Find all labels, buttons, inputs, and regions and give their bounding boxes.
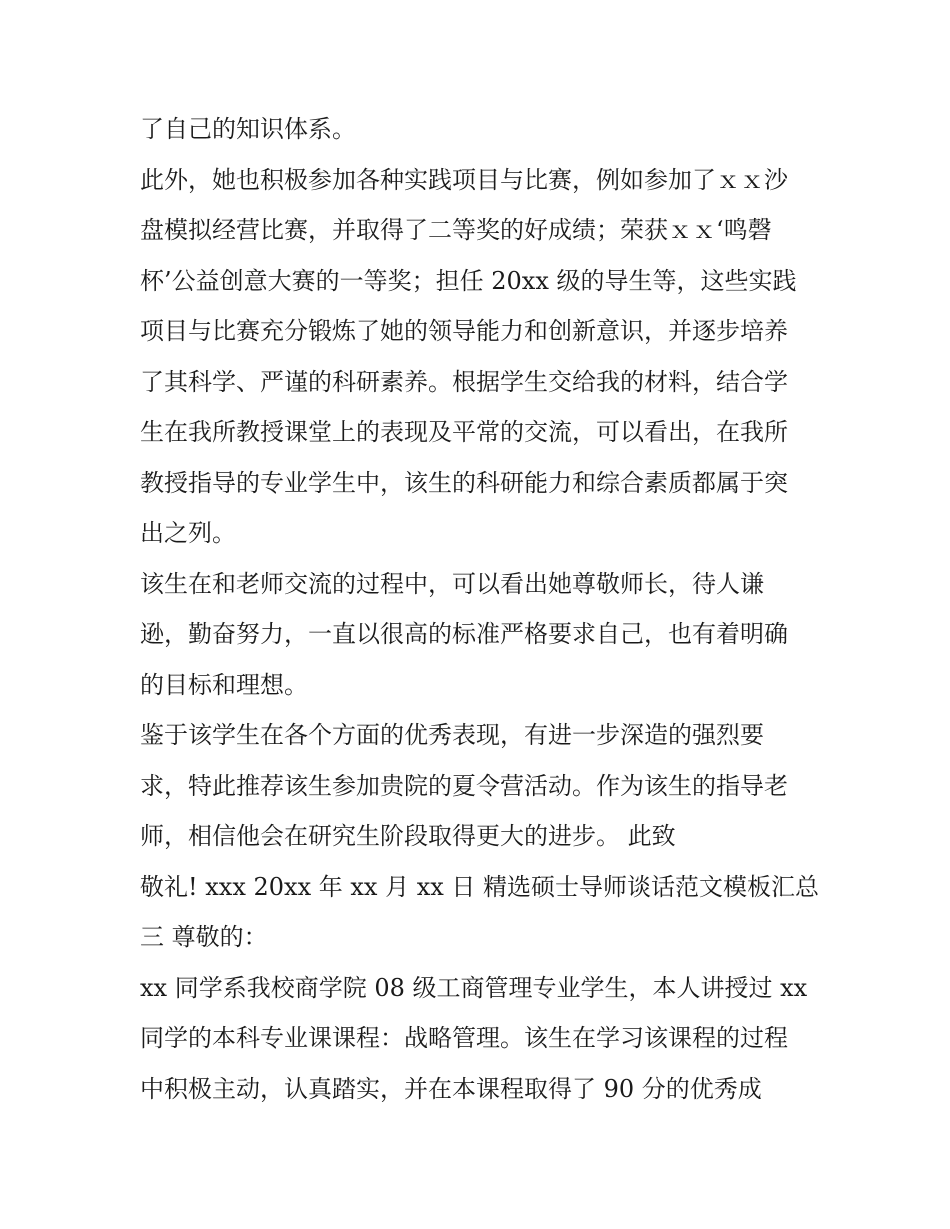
text-line: 敬礼! xxx 20xx 年 xx 月 xx 日 精选硕士导师谈话范文模板汇总 [140, 872, 820, 901]
text-line: 教授指导的专业学生中，该生的科研能力和综合素质都属于突 [140, 468, 788, 497]
text-line: 逊，勤奋努力，一直以很高的标准严格要求自己，也有着明确 [140, 620, 788, 648]
text-line: 此外，她也积极参加各种实践项目与比赛，例如参加了ｘｘ沙 [140, 165, 788, 194]
text-line: 中积极主动，认真踏实，并在本课程取得了 90 分的优秀成 [140, 1074, 762, 1103]
text-line: 求，特此推荐该生参加贵院的夏令营活动。作为该生的指导老 [140, 771, 788, 800]
text-line: xx 同学系我校商学院 08 级工商管理专业学生，本人讲授过 xx [140, 973, 808, 1002]
text-line: 该生在和老师交流的过程中，可以看出她尊敬师长，待人谦 [140, 569, 764, 598]
text-line: 同学的本科专业课课程：战略管理。该生在学习该课程的过程 [140, 1024, 788, 1052]
text-line: 项目与比赛充分锻炼了她的领导能力和创新意识，并逐步培养 [140, 317, 788, 345]
text-line: 出之列。 [140, 519, 236, 547]
text-line: 师，相信他会在研究生阶段取得更大的进步。 此致 [140, 822, 676, 850]
text-line: 了其科学、严谨的科研素养。根据学生交给我的材料，结合学 [140, 367, 788, 396]
text-line: 盘模拟经营比赛，并取得了二等奖的好成绩；荣获ｘｘ‘鸣磬 [140, 216, 772, 244]
text-line: 生在我所教授课堂上的表现及平常的交流，可以看出，在我所 [140, 418, 788, 446]
text-line: 三 尊敬的： [140, 923, 268, 951]
text-line: 杯’公益创意大赛的一等奖；担任 20xx 级的导生等，这些实践 [140, 266, 797, 295]
text-line: 鉴于该学生在各个方面的优秀表现，有进一步深造的强烈要 [140, 721, 764, 749]
text-line: 了自己的知识体系。 [140, 115, 356, 143]
text-line: 的目标和理想。 [140, 670, 308, 699]
body-text [140, 104, 830, 1114]
